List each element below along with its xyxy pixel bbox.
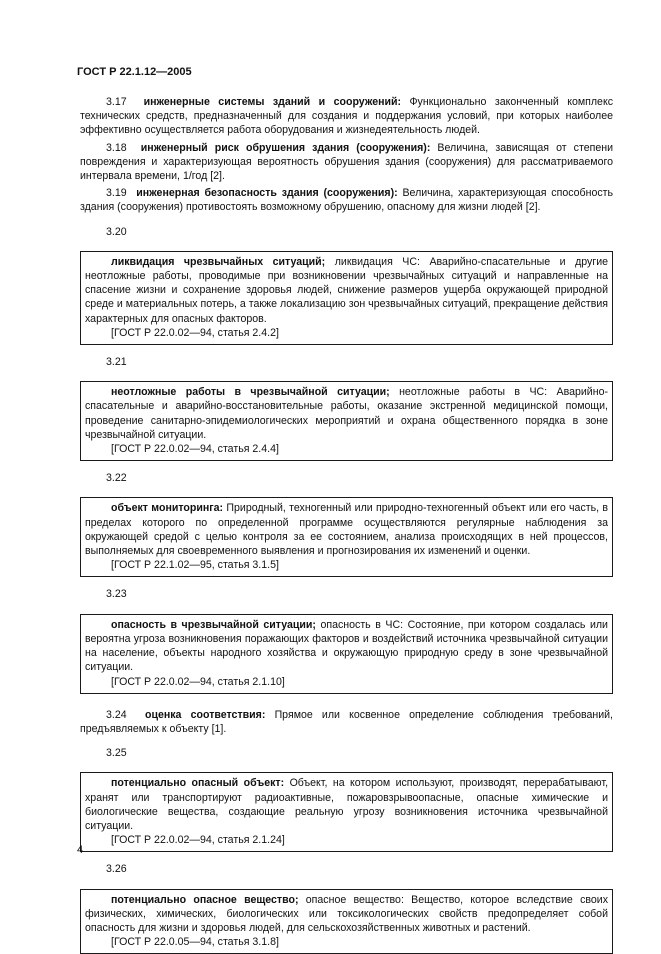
term: инженерный риск обрушения здания (сооружения): bbox=[140, 141, 431, 154]
term: опасность в чрезвычайной ситуации; bbox=[111, 618, 316, 631]
term: потенциально опасное вещество; bbox=[111, 893, 299, 906]
definition: Прямое или косвенное определение соблюдения требований, предъявляемых к объекту [1]. bbox=[80, 708, 613, 735]
definition: Функционально законченный комплекс технических средств, предназначенный для создания и поддержания условий, при которых наиболее эффективно осуществляется работа оборудования и жизнедеятельность людей. bbox=[80, 96, 613, 137]
definition: Величина, характеризующая способность здания (сооружения) противостоять возможному обрушению, опасному для жизни людей [2]. bbox=[80, 187, 613, 214]
term-box-3-26 bbox=[80, 889, 613, 954]
definition: опасное вещество: Вещество, которое вследствие своих физических, химических, биологических или токсикологических свойств предопределяет собой опасность для жизни и здоровья людей, для сельскохозяйственных животных и растений. bbox=[85, 893, 608, 934]
page-number: 4 bbox=[77, 844, 84, 856]
definition: Природный, техногенный или природно-техногенный объект или его часть, в пределах которого по определенной программе осуществляются регулярные наблюдения за окружающей средой с целью контроля за ее состоянием, анализа происходящих в ней процессов, выполняемых для своевременного выявления и прогнозирования их изменений и оценки. bbox=[85, 502, 608, 558]
definition: неотложные работы в ЧС: Аварийно-спасательные и аварийно-восстановительные работы, оказание экстренной медицинской помощи, проведение санитарно-эпидемиологических мероприятий и охрана общественного порядка в зоне чрезвычайной ситуации. bbox=[85, 386, 608, 441]
term-box-3-23 bbox=[80, 614, 613, 694]
section-number: 3.22 bbox=[106, 472, 127, 485]
document-header: ГОСТ Р 22.1.12—2005 bbox=[77, 66, 192, 78]
section-number: 3.20 bbox=[106, 225, 127, 238]
reference: [ГОСТ Р 22.0.02—94, статья 2.1.24] bbox=[111, 834, 285, 847]
reference: [ГОСТ Р 22.0.02—94, статья 2.1.10] bbox=[111, 675, 285, 688]
definition: Объект, на котором используют, производят, перерабатывают, хранят или транспортируют радиоактивные, пожаровзрывоопасные, опасные химические и биологические вещества, создающие реальную угрозу возникновения источника чрезвычайной ситуации. bbox=[85, 777, 609, 832]
section-number: 3.18 bbox=[106, 141, 127, 154]
definition: опасность в ЧС: Состояние, при котором создалась или вероятна угроза возникновения поражающих факторов и воздействий источника чрезвычайной ситуации на население, объекты народного хозяйства и окружающую природную среду в зоне чрезвычайной ситуации. bbox=[85, 618, 608, 674]
section-number: 3.26 bbox=[106, 863, 127, 876]
definition: Величина, зависящая от степени повреждения и характеризующая вероятность обрушения здания (сооружения) для рассматриваемого интервала времени, 1/год [2]. bbox=[80, 141, 613, 183]
term: инженерная безопасность здания (сооружения): bbox=[136, 187, 398, 200]
term: потенциально опасный объект: bbox=[111, 777, 285, 790]
term: оценка соответствия: bbox=[144, 708, 266, 721]
reference: [ГОСТ Р 22.0.02—94, статья 2.4.2] bbox=[111, 326, 279, 339]
term: объект мониторинга: bbox=[111, 502, 224, 515]
reference: [ГОСТ Р 22.0.02—94, статья 2.4.4] bbox=[111, 443, 279, 456]
section-3-24 bbox=[80, 708, 613, 736]
section-number: 3.24 bbox=[106, 708, 127, 721]
term-box-3-25 bbox=[80, 772, 613, 852]
section-3-18 bbox=[80, 141, 613, 184]
section-number: 3.17 bbox=[106, 96, 127, 108]
section-3-19 bbox=[80, 186, 613, 214]
term-box-3-20 bbox=[80, 251, 613, 345]
section-number: 3.19 bbox=[106, 187, 127, 200]
term-box-3-21 bbox=[80, 381, 613, 461]
term-box-3-22 bbox=[80, 497, 613, 577]
term: инженерные системы зданий и сооружений: bbox=[143, 96, 402, 108]
section-3-17 bbox=[80, 95, 613, 138]
reference: [ГОСТ Р 22.0.05—94, статья 3.1.8] bbox=[111, 936, 279, 949]
section-number: 3.23 bbox=[106, 588, 127, 601]
term: неотложные работы в чрезвычайной ситуации; bbox=[111, 386, 390, 399]
section-number: 3.21 bbox=[106, 356, 127, 369]
section-number: 3.25 bbox=[106, 747, 127, 760]
reference: [ГОСТ Р 22.1.02—95, статья 3.1.5] bbox=[111, 559, 279, 572]
term: ликвидация чрезвычайных ситуаций; bbox=[111, 255, 326, 268]
definition: ликвидация ЧС: Аварийно-спасательные и другие неотложные работы, проводимые при возникновении чрезвычайных ситуаций и направленные на спасение жизни и сохранение здоровья людей, снижение размеров ущерба окружающей природной среде и материальных потерь, а также локализацию зон чрезвычайных ситуаций, прекращение действия характерных для опасных факторов. bbox=[85, 255, 609, 325]
document-body bbox=[80, 95, 613, 954]
